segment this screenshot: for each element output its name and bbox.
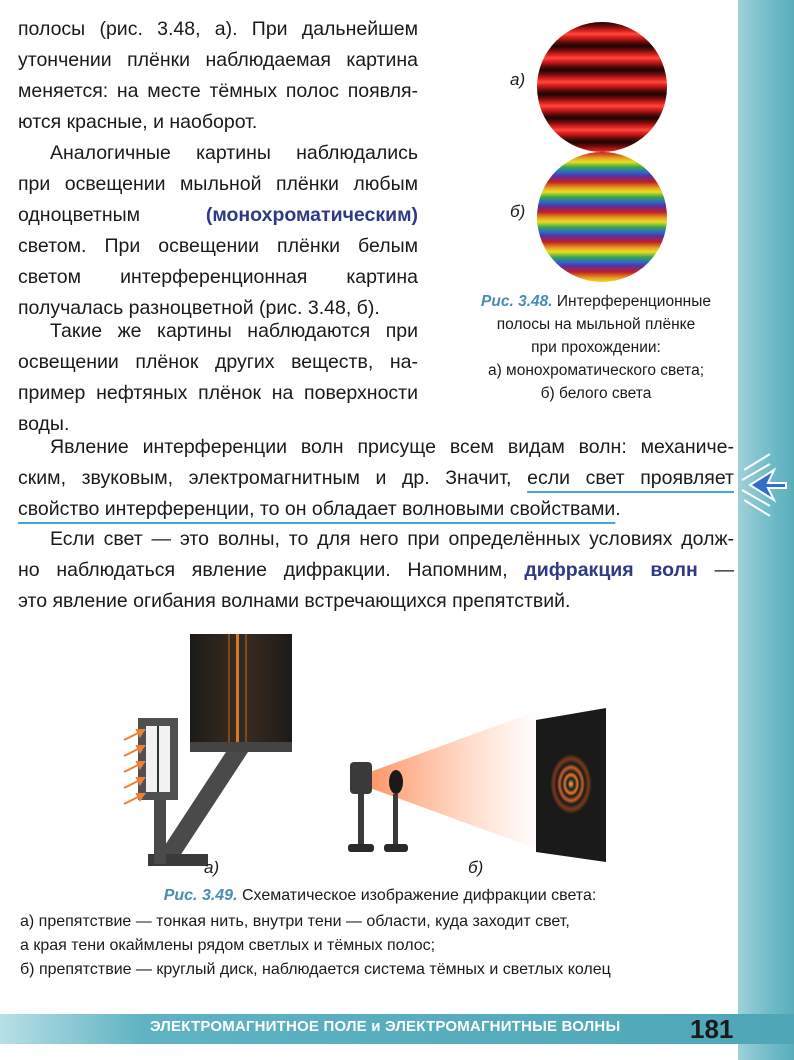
highlighted-statement: если свет проявляет <box>527 467 734 489</box>
text-line: светом. При освещении плёнки белым <box>18 235 418 257</box>
thread-diffraction-diagram <box>118 632 318 872</box>
fig348-caption <box>446 290 746 405</box>
key-point-arrow-icon <box>740 450 790 520</box>
text-line: полосы (рис. 3.48, а). При дальнейшем <box>18 18 418 40</box>
white-light-fringes-image <box>537 152 667 282</box>
text-line: Если свет — это волны, то для него при определённых условиях долж- <box>50 528 734 550</box>
text-line <box>18 555 734 586</box>
text-line: Аналогичные картины наблюдались <box>50 142 418 164</box>
text-span: одноцветным <box>18 204 141 226</box>
text-span: ским, звуковым, электромагнитным и др. Значит, <box>18 467 512 489</box>
caption-text: б) белого света <box>540 385 652 402</box>
paragraph-1 <box>18 14 418 138</box>
text-line: Явление интерференции волн присуще всем видам волн: механиче- <box>50 436 734 458</box>
caption-text: Интерференционные <box>556 293 711 310</box>
text-span: но наблюдаться явление дифракции. Напомним, <box>18 559 508 581</box>
text-line: Такие же картины наблюдаются при <box>50 320 418 342</box>
paragraph-2 <box>18 138 418 324</box>
text-line: ются красные, и наоборот. <box>18 111 258 133</box>
caption-text: полосы на мыльной плёнке <box>496 316 696 333</box>
caption-text: при прохождении: <box>531 339 661 356</box>
text-span: — <box>714 559 734 581</box>
text-line: свойство интерференции, то он обладает волновыми свойствами. <box>18 498 621 520</box>
caption-text: а края тени окаймлены рядом светлых и тёмных полос; <box>20 937 436 954</box>
text-line: утончении плёнки наблюдаемая картина <box>18 49 418 71</box>
fig348-label-a: а) <box>510 70 526 89</box>
text-line: освещении плёнок других веществ, на- <box>18 351 418 373</box>
text-line: при освещении мыльной плёнки любым <box>18 173 418 195</box>
fig348-label-b: б) <box>510 202 526 221</box>
monochromatic-fringes-image <box>537 22 667 152</box>
text-line: это явление огибания волнами встречающихся препятствий. <box>18 590 571 612</box>
page-margin-band <box>738 0 794 1060</box>
text-line <box>18 463 734 494</box>
paragraph-4 <box>18 432 734 525</box>
term-diffraction: дифракция волн <box>524 559 698 581</box>
disc-diffraction-diagram <box>340 700 620 870</box>
text-line <box>18 200 418 231</box>
caption-text: Схематическое изображение дифракции света: <box>241 887 597 904</box>
caption-text: а) препятствие — тонкая нить, внутри тени — области, куда заходит свет, <box>20 913 570 930</box>
text-line: воды. <box>18 413 70 435</box>
chapter-title: ЭЛЕКТРОМАГНИТНОЕ ПОЛЕ и ЭЛЕКТРОМАГНИТНЫЕ ВОЛНЫ <box>150 1018 621 1035</box>
fig349-number: Рис. 3.49. <box>163 887 238 904</box>
text-line: светом интерференционная картина <box>18 266 418 288</box>
caption-text: б) препятствие — круглый диск, наблюдается система тёмных и светлых колец <box>20 961 611 978</box>
fig349-caption-title <box>120 884 640 908</box>
page-number: 181 <box>690 1014 734 1044</box>
paragraph-3 <box>18 316 418 440</box>
caption-text: а) монохроматического света; <box>487 362 705 379</box>
highlighted-statement: свойство интерференции, то он обладает волновыми свойствами <box>18 498 616 520</box>
fig349-caption-body <box>20 910 720 982</box>
text-line: пример нефтяных плёнок на поверхности <box>18 382 418 404</box>
text-line: получалась разноцветной (рис. 3.48, б). <box>18 297 380 319</box>
term-monochromatic: (монохроматическим) <box>205 204 418 226</box>
fig349-label-a: а) <box>204 858 220 877</box>
text-line: меняется: на месте тёмных полос появля- <box>18 80 418 102</box>
paragraph-5 <box>18 524 734 617</box>
fig348-number: Рис. 3.48. <box>481 293 553 310</box>
fig349-label-b: б) <box>468 858 484 877</box>
